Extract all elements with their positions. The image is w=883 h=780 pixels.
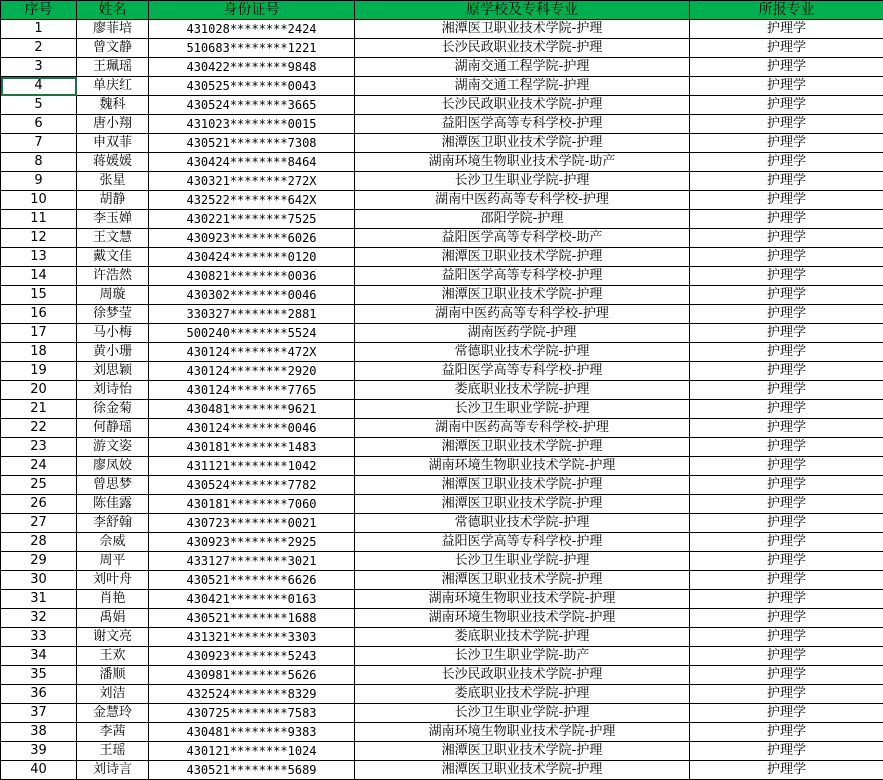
cell-school-major[interactable]: 常德职业技术学院-护理 [355, 343, 690, 362]
table-row [1, 20, 883, 39]
cell-index[interactable]: 6 [1, 115, 77, 134]
cell-id-number[interactable]: 430424********8464 [149, 153, 355, 172]
cell-id-number[interactable]: 431321********3303 [149, 628, 355, 647]
cell-index-selected[interactable]: 4 [1, 77, 77, 96]
cell-name[interactable]: 肖艳 [77, 590, 149, 609]
cell-index[interactable]: 7 [1, 134, 77, 153]
cell-applied-major[interactable]: 护理学 [690, 742, 883, 761]
cell-name[interactable]: 王瑶 [77, 742, 149, 761]
cell-id-number[interactable]: 430181********7060 [149, 495, 355, 514]
cell-name[interactable]: 何静瑶 [77, 419, 149, 438]
cell-name[interactable]: 游文姿 [77, 438, 149, 457]
table-row [1, 115, 883, 134]
cell-name[interactable]: 周璇 [77, 286, 149, 305]
cell-applied-major[interactable]: 护理学 [690, 476, 883, 495]
cell-applied-major[interactable]: 护理学 [690, 400, 883, 419]
cell-index[interactable]: 38 [1, 723, 77, 742]
cell-school-major[interactable]: 湖南交通工程学院-护理 [355, 58, 690, 77]
cell-school-major[interactable]: 湘潭医卫职业技术学院-护理 [355, 761, 690, 780]
cell-name[interactable]: 唐小翔 [77, 115, 149, 134]
cell-applied-major[interactable]: 护理学 [690, 210, 883, 229]
cell-name[interactable]: 廖凤姣 [77, 457, 149, 476]
cell-id-number[interactable]: 510683********1221 [149, 39, 355, 58]
cell-index[interactable]: 25 [1, 476, 77, 495]
table-row [1, 609, 883, 628]
cell-name[interactable]: 禹娟 [77, 609, 149, 628]
cell-school-major[interactable]: 长沙卫生职业学院-护理 [355, 552, 690, 571]
table-row [1, 400, 883, 419]
cell-index[interactable]: 31 [1, 590, 77, 609]
cell-applied-major[interactable]: 护理学 [690, 685, 883, 704]
cell-school-major[interactable]: 娄底职业技术学院-护理 [355, 685, 690, 704]
cell-applied-major[interactable]: 护理学 [690, 495, 883, 514]
cell-id-number[interactable]: 430525********0043 [149, 77, 355, 96]
cell-index[interactable]: 34 [1, 647, 77, 666]
cell-index[interactable]: 9 [1, 172, 77, 191]
cell-index[interactable]: 18 [1, 343, 77, 362]
cell-school-major[interactable]: 湖南环境生物职业技术学院-护理 [355, 723, 690, 742]
cell-id-number[interactable]: 430422********9848 [149, 58, 355, 77]
table-row [1, 343, 883, 362]
cell-name[interactable]: 申双菲 [77, 134, 149, 153]
cell-applied-major[interactable]: 护理学 [690, 723, 883, 742]
cell-applied-major[interactable]: 护理学 [690, 229, 883, 248]
cell-index[interactable]: 29 [1, 552, 77, 571]
cell-school-major[interactable]: 湖南中医药高等专科学校-护理 [355, 419, 690, 438]
cell-applied-major[interactable]: 护理学 [690, 172, 883, 191]
cell-name[interactable]: 陈佳露 [77, 495, 149, 514]
cell-id-number[interactable]: 430821********0036 [149, 267, 355, 286]
cell-school-major[interactable]: 娄底职业技术学院-护理 [355, 381, 690, 400]
cell-applied-major[interactable]: 护理学 [690, 628, 883, 647]
cell-applied-major[interactable]: 护理学 [690, 77, 883, 96]
table-row [1, 457, 883, 476]
cell-name[interactable]: 刘洁 [77, 685, 149, 704]
cell-applied-major[interactable]: 护理学 [690, 761, 883, 780]
cell-applied-major[interactable]: 护理学 [690, 647, 883, 666]
table-row [1, 419, 883, 438]
table-row [1, 324, 883, 343]
cell-school-major[interactable]: 湘潭医卫职业技术学院-护理 [355, 571, 690, 590]
cell-school-major[interactable]: 湘潭医卫职业技术学院-护理 [355, 438, 690, 457]
cell-school-major[interactable]: 长沙民政职业技术学院-护理 [355, 39, 690, 58]
cell-applied-major[interactable]: 护理学 [690, 134, 883, 153]
table-row [1, 305, 883, 324]
cell-applied-major[interactable]: 护理学 [690, 704, 883, 723]
cell-name[interactable]: 李舒翰 [77, 514, 149, 533]
table-row [1, 590, 883, 609]
cell-applied-major[interactable]: 护理学 [690, 419, 883, 438]
cell-school-major[interactable]: 长沙卫生职业学院-护理 [355, 400, 690, 419]
cell-name[interactable]: 徐金菊 [77, 400, 149, 419]
table-row [1, 571, 883, 590]
cell-name[interactable]: 刘叶舟 [77, 571, 149, 590]
table-row [1, 476, 883, 495]
cell-school-major[interactable]: 常德职业技术学院-护理 [355, 514, 690, 533]
cell-applied-major[interactable]: 护理学 [690, 571, 883, 590]
cell-id-number[interactable]: 430524********3665 [149, 96, 355, 115]
table-row [1, 191, 883, 210]
cell-id-number[interactable]: 330327********2881 [149, 305, 355, 324]
cell-name[interactable]: 佘威 [77, 533, 149, 552]
cell-applied-major[interactable]: 护理学 [690, 533, 883, 552]
cell-index[interactable]: 14 [1, 267, 77, 286]
cell-id-number[interactable]: 431121********1042 [149, 457, 355, 476]
cell-index[interactable]: 33 [1, 628, 77, 647]
cell-index[interactable]: 5 [1, 96, 77, 115]
cell-index[interactable]: 12 [1, 229, 77, 248]
table-row [1, 267, 883, 286]
cell-id-number[interactable]: 432522********642X [149, 191, 355, 210]
cell-applied-major[interactable]: 护理学 [690, 343, 883, 362]
cell-name[interactable]: 刘诗怡 [77, 381, 149, 400]
cell-index[interactable]: 39 [1, 742, 77, 761]
cell-index[interactable]: 17 [1, 324, 77, 343]
cell-school-major[interactable]: 湘潭医卫职业技术学院-护理 [355, 476, 690, 495]
cell-applied-major[interactable]: 护理学 [690, 381, 883, 400]
cell-index[interactable]: 23 [1, 438, 77, 457]
cell-id-number[interactable]: 430302********0046 [149, 286, 355, 305]
cell-name[interactable]: 周平 [77, 552, 149, 571]
cell-school-major[interactable]: 湘潭医卫职业技术学院-护理 [355, 286, 690, 305]
cell-name[interactable]: 刘思颖 [77, 362, 149, 381]
cell-index[interactable]: 16 [1, 305, 77, 324]
table-row [1, 77, 883, 96]
cell-school-major[interactable]: 湘潭医卫职业技术学院-护理 [355, 495, 690, 514]
cell-applied-major[interactable]: 护理学 [690, 590, 883, 609]
cell-id-number[interactable]: 430521********7308 [149, 134, 355, 153]
cell-index[interactable]: 8 [1, 153, 77, 172]
cell-index[interactable]: 21 [1, 400, 77, 419]
table-row [1, 647, 883, 666]
cell-school-major[interactable]: 益阳医学高等专科学校-护理 [355, 115, 690, 134]
cell-school-major[interactable]: 湖南环境生物职业技术学院-护理 [355, 457, 690, 476]
cell-school-major[interactable]: 湘潭医卫职业技术学院-护理 [355, 742, 690, 761]
cell-id-number[interactable]: 430521********5689 [149, 761, 355, 780]
cell-index[interactable]: 19 [1, 362, 77, 381]
table-row [1, 381, 883, 400]
cell-school-major[interactable]: 湘潭医卫职业技术学院-护理 [355, 248, 690, 267]
cell-name[interactable]: 刘诗言 [77, 761, 149, 780]
cell-applied-major[interactable]: 护理学 [690, 362, 883, 381]
cell-index[interactable]: 15 [1, 286, 77, 305]
cell-index[interactable]: 2 [1, 39, 77, 58]
cell-school-major[interactable]: 湖南环境生物职业技术学院-护理 [355, 590, 690, 609]
cell-name[interactable]: 戴文佳 [77, 248, 149, 267]
header-cell-school-major[interactable]: 原学校及专科专业 [355, 1, 690, 20]
cell-school-major[interactable]: 长沙卫生职业学院-助产 [355, 647, 690, 666]
cell-applied-major[interactable]: 护理学 [690, 457, 883, 476]
cell-name[interactable]: 张星 [77, 172, 149, 191]
table-row [1, 229, 883, 248]
cell-school-major[interactable]: 益阳医学高等专科学校-护理 [355, 362, 690, 381]
cell-name[interactable]: 马小梅 [77, 324, 149, 343]
cell-school-major[interactable]: 长沙民政职业技术学院-护理 [355, 666, 690, 685]
cell-applied-major[interactable]: 护理学 [690, 20, 883, 39]
cell-applied-major[interactable]: 护理学 [690, 286, 883, 305]
cell-name[interactable]: 单庆红 [77, 77, 149, 96]
cell-school-major[interactable]: 长沙卫生职业学院-护理 [355, 704, 690, 723]
cell-applied-major[interactable]: 护理学 [690, 248, 883, 267]
cell-id-number[interactable]: 500240********5524 [149, 324, 355, 343]
cell-school-major[interactable]: 湘潭医卫职业技术学院-护理 [355, 20, 690, 39]
cell-name[interactable]: 潘顺 [77, 666, 149, 685]
cell-index[interactable]: 11 [1, 210, 77, 229]
cell-id-number[interactable]: 431028********2424 [149, 20, 355, 39]
cell-school-major[interactable]: 益阳医学高等专科学校-护理 [355, 533, 690, 552]
cell-index[interactable]: 28 [1, 533, 77, 552]
cell-index[interactable]: 30 [1, 571, 77, 590]
cell-school-major[interactable]: 益阳医学高等专科学校-助产 [355, 229, 690, 248]
cell-applied-major[interactable]: 护理学 [690, 514, 883, 533]
table-row [1, 134, 883, 153]
cell-id-number[interactable]: 430923********5243 [149, 647, 355, 666]
cell-name[interactable]: 王欢 [77, 647, 149, 666]
cell-applied-major[interactable]: 护理学 [690, 58, 883, 77]
cell-applied-major[interactable]: 护理学 [690, 609, 883, 628]
table-row [1, 153, 883, 172]
cell-name[interactable]: 黄小珊 [77, 343, 149, 362]
cell-applied-major[interactable]: 护理学 [690, 115, 883, 134]
cell-id-number[interactable]: 430481********9621 [149, 400, 355, 419]
table-row [1, 438, 883, 457]
cell-name[interactable]: 许浩然 [77, 267, 149, 286]
table-row [1, 172, 883, 191]
cell-id-number[interactable]: 430923********6026 [149, 229, 355, 248]
cell-school-major[interactable]: 湖南中医药高等专科学校-护理 [355, 305, 690, 324]
table-row [1, 96, 883, 115]
table-row [1, 628, 883, 647]
cell-school-major[interactable]: 益阳医学高等专科学校-护理 [355, 267, 690, 286]
table-row [1, 742, 883, 761]
cell-index[interactable]: 3 [1, 58, 77, 77]
cell-name[interactable]: 王文慧 [77, 229, 149, 248]
cell-applied-major[interactable]: 护理学 [690, 153, 883, 172]
table-row [1, 552, 883, 571]
cell-id-number[interactable]: 430124********0046 [149, 419, 355, 438]
cell-index[interactable]: 13 [1, 248, 77, 267]
table-row [1, 210, 883, 229]
cell-applied-major[interactable]: 护理学 [690, 267, 883, 286]
cell-name[interactable]: 金慧玲 [77, 704, 149, 723]
cell-id-number[interactable]: 430421********0163 [149, 590, 355, 609]
cell-applied-major[interactable]: 护理学 [690, 191, 883, 210]
cell-name[interactable]: 王珮瑶 [77, 58, 149, 77]
cell-school-major[interactable]: 湖南交通工程学院-护理 [355, 77, 690, 96]
table-row [1, 286, 883, 305]
cell-id-number[interactable]: 430923********2925 [149, 533, 355, 552]
cell-id-number[interactable]: 431023********0015 [149, 115, 355, 134]
cell-id-number[interactable]: 430181********1483 [149, 438, 355, 457]
cell-school-major[interactable]: 湖南中医药高等专科学校-护理 [355, 191, 690, 210]
cell-school-major[interactable]: 湘潭医卫职业技术学院-护理 [355, 134, 690, 153]
cell-name[interactable]: 李玉婵 [77, 210, 149, 229]
cell-name[interactable]: 谢文亮 [77, 628, 149, 647]
cell-school-major[interactable]: 湖南医药学院-护理 [355, 324, 690, 343]
cell-name[interactable]: 曾思梦 [77, 476, 149, 495]
cell-index[interactable]: 32 [1, 609, 77, 628]
cell-index[interactable]: 20 [1, 381, 77, 400]
table-row [1, 58, 883, 77]
cell-applied-major[interactable]: 护理学 [690, 666, 883, 685]
cell-index[interactable]: 37 [1, 704, 77, 723]
cell-id-number[interactable]: 430221********7525 [149, 210, 355, 229]
cell-name[interactable]: 李茜 [77, 723, 149, 742]
cell-id-number[interactable]: 430481********9383 [149, 723, 355, 742]
cell-index[interactable]: 26 [1, 495, 77, 514]
header-cell-name[interactable]: 姓名 [77, 1, 149, 20]
cell-id-number[interactable]: 430521********1688 [149, 609, 355, 628]
header-row [1, 1, 883, 20]
cell-school-major[interactable]: 娄底职业技术学院-护理 [355, 628, 690, 647]
table-row [1, 362, 883, 381]
cell-id-number[interactable]: 430424********0120 [149, 248, 355, 267]
cell-applied-major[interactable]: 护理学 [690, 552, 883, 571]
cell-name[interactable]: 徐梦莹 [77, 305, 149, 324]
cell-applied-major[interactable]: 护理学 [690, 39, 883, 58]
cell-name[interactable]: 蒋媛媛 [77, 153, 149, 172]
cell-name[interactable]: 曾文静 [77, 39, 149, 58]
cell-index[interactable]: 40 [1, 761, 77, 780]
cell-id-number[interactable]: 430725********7583 [149, 704, 355, 723]
cell-id-number[interactable]: 433127********3021 [149, 552, 355, 571]
cell-name[interactable]: 廖菲培 [77, 20, 149, 39]
cell-school-major[interactable]: 湖南环境生物职业技术学院-助产 [355, 153, 690, 172]
cell-id-number[interactable]: 430124********472X [149, 343, 355, 362]
cell-index[interactable]: 10 [1, 191, 77, 210]
cell-applied-major[interactable]: 护理学 [690, 96, 883, 115]
table-row [1, 533, 883, 552]
table-row [1, 723, 883, 742]
cell-school-major[interactable]: 湖南环境生物职业技术学院-护理 [355, 609, 690, 628]
cell-index[interactable]: 35 [1, 666, 77, 685]
cell-name[interactable]: 魏科 [77, 96, 149, 115]
cell-id-number[interactable]: 430524********7782 [149, 476, 355, 495]
cell-school-major[interactable]: 长沙卫生职业学院-护理 [355, 172, 690, 191]
table-row [1, 248, 883, 267]
cell-id-number[interactable]: 430124********2920 [149, 362, 355, 381]
table-row [1, 514, 883, 533]
cell-applied-major[interactable]: 护理学 [690, 438, 883, 457]
cell-id-number[interactable]: 430124********7765 [149, 381, 355, 400]
table-row [1, 704, 883, 723]
header-cell-id-number[interactable]: 身份证号 [149, 1, 355, 20]
cell-id-number[interactable]: 432524********8329 [149, 685, 355, 704]
cell-index[interactable]: 1 [1, 20, 77, 39]
table-row [1, 685, 883, 704]
cell-name[interactable]: 胡静 [77, 191, 149, 210]
cell-id-number[interactable]: 430121********1024 [149, 742, 355, 761]
cell-applied-major[interactable]: 护理学 [690, 305, 883, 324]
header-cell-applied-major[interactable]: 所报专业 [690, 1, 883, 20]
table-row [1, 495, 883, 514]
cell-index[interactable]: 27 [1, 514, 77, 533]
table-body [1, 20, 883, 780]
cell-school-major[interactable]: 长沙民政职业技术学院-护理 [355, 96, 690, 115]
cell-school-major[interactable]: 邵阳学院-护理 [355, 210, 690, 229]
cell-id-number[interactable]: 430521********6626 [149, 571, 355, 590]
table-row [1, 761, 883, 780]
cell-index[interactable]: 24 [1, 457, 77, 476]
header-cell-index[interactable]: 序号 [1, 1, 77, 20]
cell-id-number[interactable]: 430321********272X [149, 172, 355, 191]
cell-index[interactable]: 22 [1, 419, 77, 438]
table-row [1, 666, 883, 685]
cell-id-number[interactable]: 430723********0021 [149, 514, 355, 533]
cell-applied-major[interactable]: 护理学 [690, 324, 883, 343]
table-row [1, 39, 883, 58]
cell-id-number[interactable]: 430981********5626 [149, 666, 355, 685]
cell-index[interactable]: 36 [1, 685, 77, 704]
